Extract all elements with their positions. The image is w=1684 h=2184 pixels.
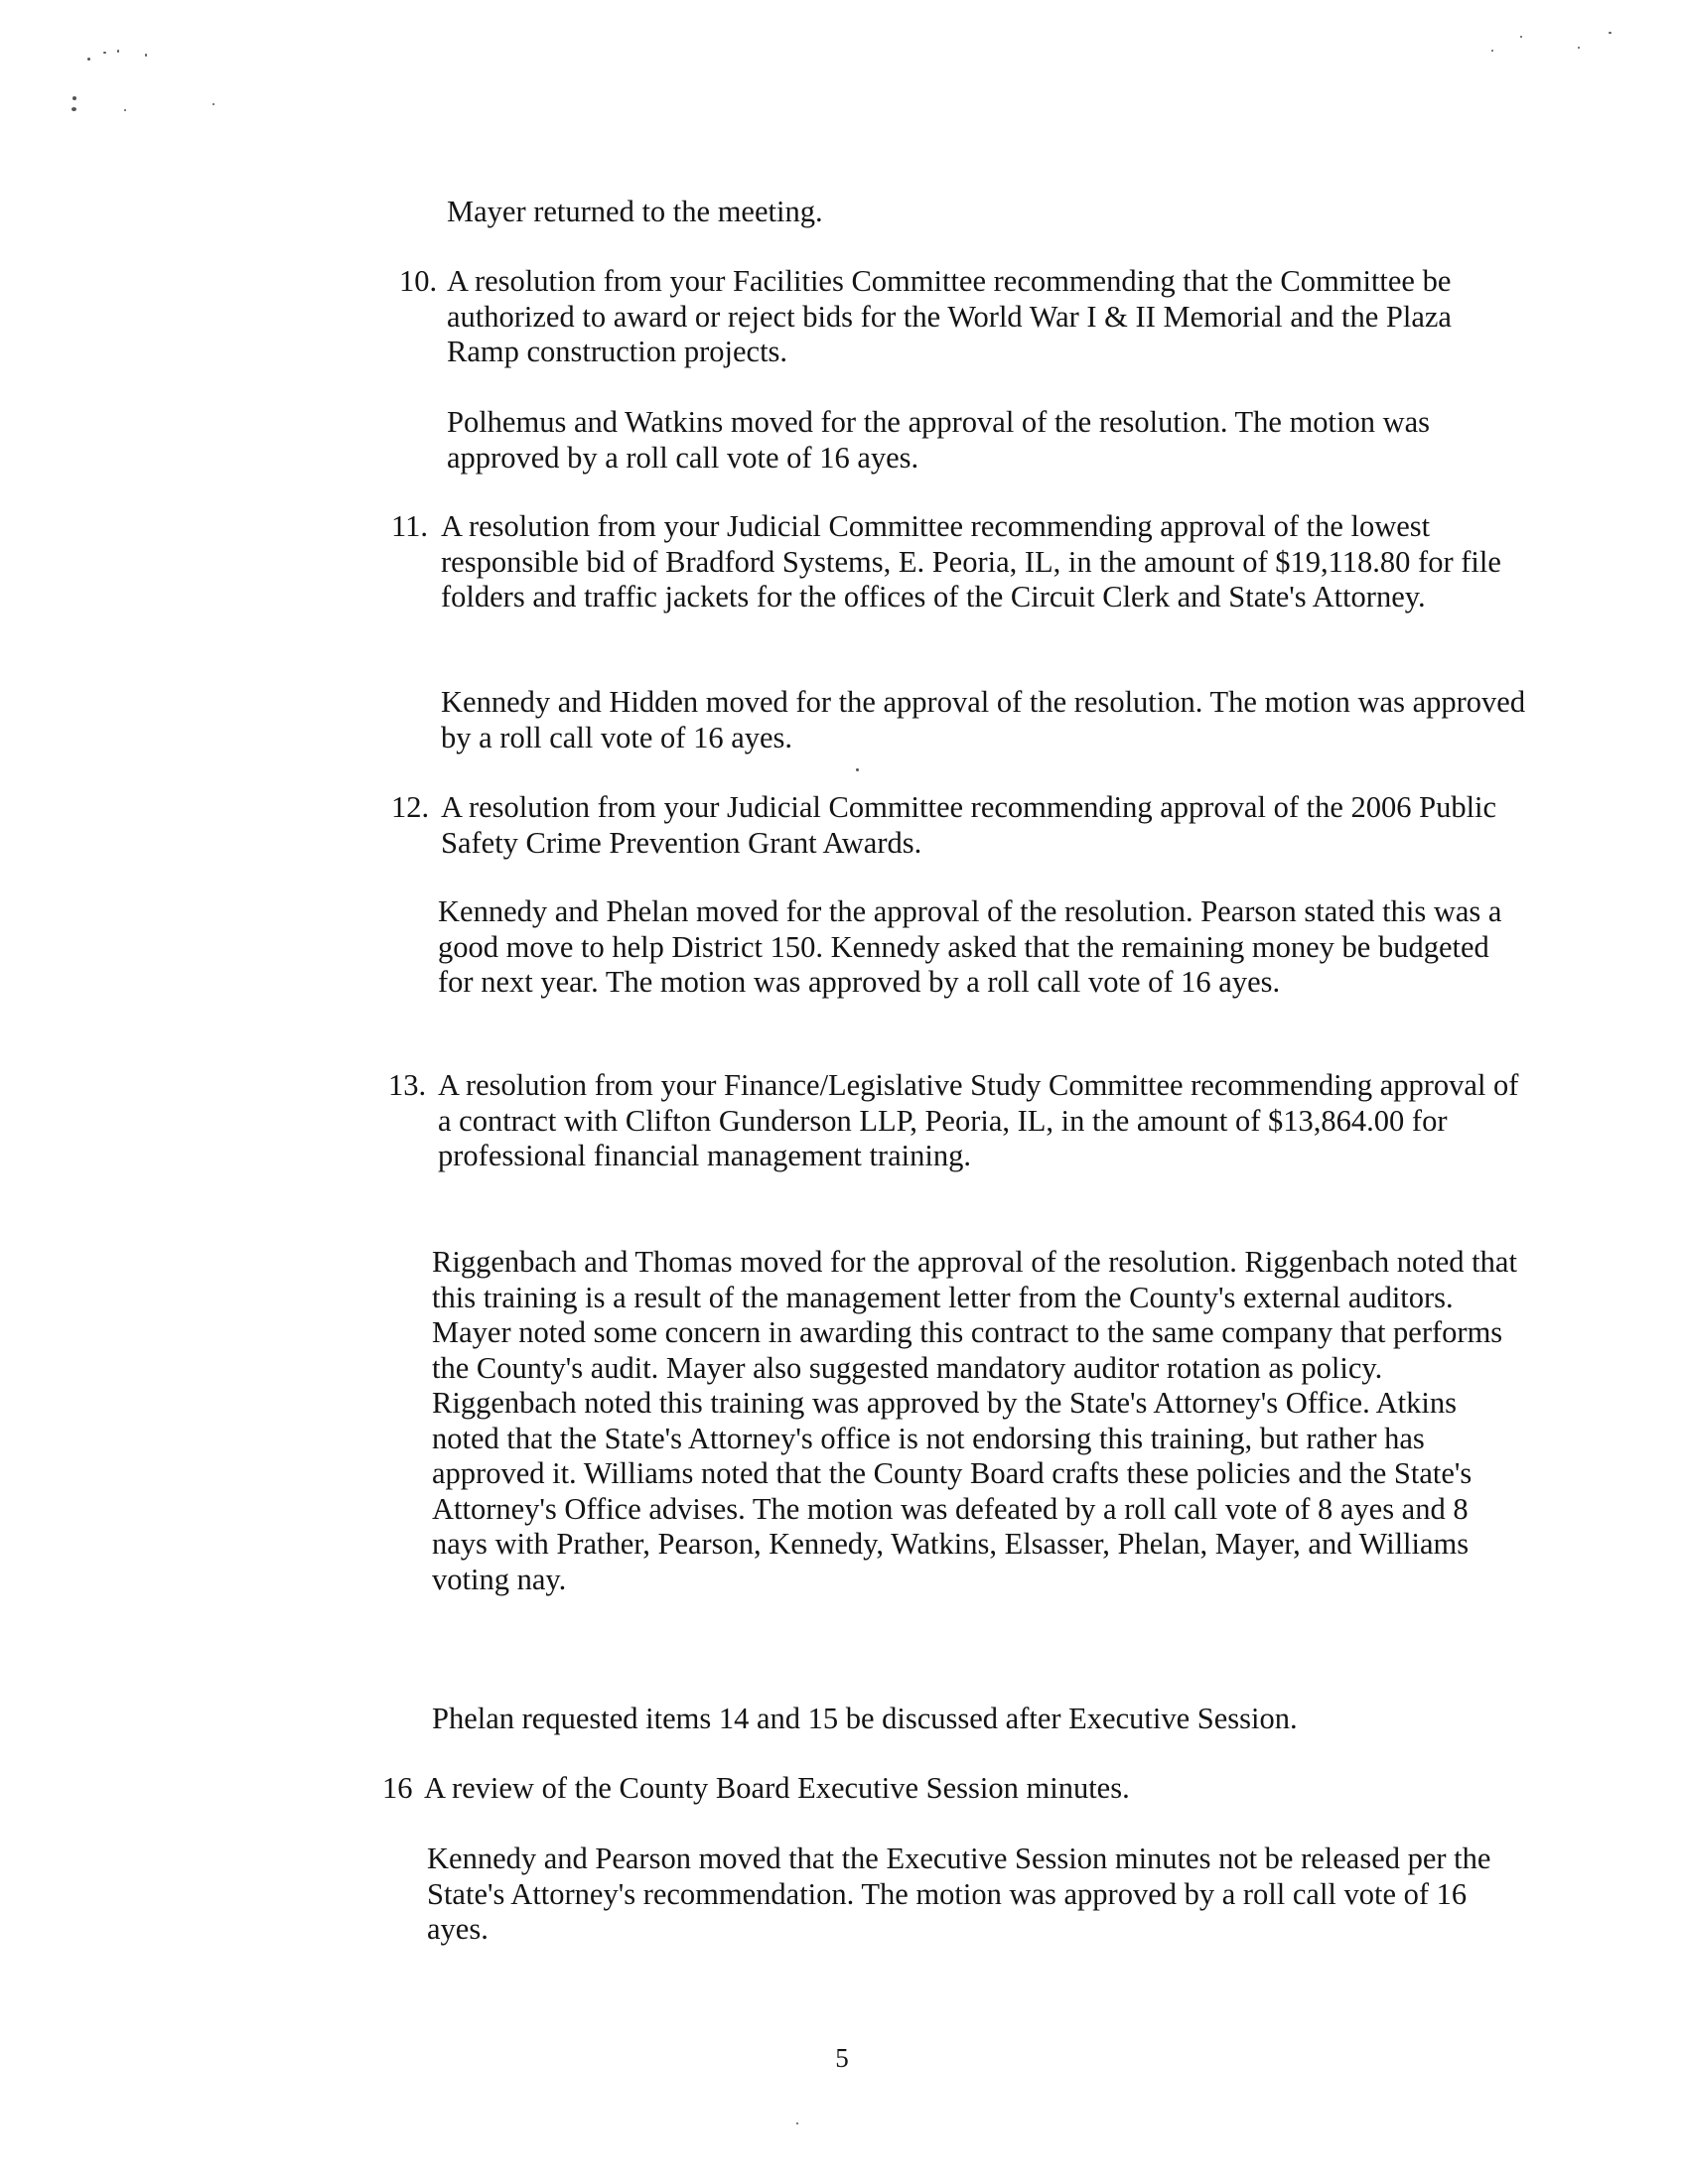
item-number: 12.	[391, 790, 430, 824]
agenda-item-13	[388, 1068, 1530, 1174]
scan-speck	[71, 107, 76, 111]
item-number: 11.	[391, 509, 428, 543]
scan-speck	[145, 54, 147, 57]
scan-speck	[117, 50, 119, 53]
agenda-item-16	[382, 1771, 1534, 1807]
item-text: A resolution from your Judicial Committee recommending approval of the lowest responsible bid of Bradford Systems, E. Peoria, IL, in the amount of $19,118.80 for file folders and traffic jackets for the offices of the Circuit Clerk and State's Attorney.	[441, 509, 1501, 614]
scan-speck	[856, 768, 859, 771]
scan-speck	[124, 109, 126, 111]
page-number: 5	[835, 2043, 849, 2073]
motion-16: Kennedy and Pearson moved that the Executive Session minutes not be released per the State's Attorney's recommendation. The motion was approved by a roll call vote of 16 ayes.	[427, 1842, 1491, 1946]
scan-speck	[103, 52, 106, 54]
item-number: 16	[382, 1771, 413, 1805]
scan-speck	[87, 58, 90, 61]
agenda-item-11	[391, 509, 1533, 615]
item-text: A resolution from your Finance/Legislative Study Committee recommending approval of a contract with Clifton Gunderson LLP, Peoria, IL, in the amount of $13,864.00 for professional financial management training.	[438, 1068, 1519, 1172]
item-text: A review of the County Board Executive Session minutes.	[424, 1771, 1130, 1805]
item-text: A resolution from your Judicial Committee recommending approval of the 2006 Public Safety Crime Prevention Grant Awards.	[441, 790, 1497, 860]
intro-line: Mayer returned to the meeting.	[447, 195, 823, 228]
item-number: 10.	[399, 264, 438, 298]
motion-11: Kennedy and Hidden moved for the approval of the resolution. The motion was approved by a roll call vote of 16 ayes.	[441, 685, 1526, 754]
scan-speck	[796, 2122, 798, 2124]
scan-speck	[1609, 32, 1612, 34]
item-number: 13.	[388, 1068, 427, 1102]
agenda-item-10	[399, 264, 1529, 370]
motion-10: Polhemus and Watkins moved for the approval of the resolution. The motion was approved by a roll call vote of 16 ayes.	[447, 405, 1431, 475]
scan-speck	[1520, 36, 1522, 38]
scan-speck	[1491, 50, 1493, 52]
scan-speck	[72, 96, 76, 100]
motion-12: Kennedy and Phelan moved for the approval of the resolution. Pearson stated this was a good move to help District 150. Kennedy asked that the remaining money be budgeted for next year. The motion was approved by a roll call vote of 16 ayes.	[438, 894, 1502, 999]
item-text: A resolution from your Facilities Committee recommending that the Committee be authorized to award or reject bids for the World War I & II Memorial and the Plaza Ramp construction projects.	[447, 264, 1452, 368]
deferral-note: Phelan requested items 14 and 15 be discussed after Executive Session.	[432, 1702, 1298, 1735]
scan-speck	[212, 103, 214, 105]
scan-speck	[1578, 47, 1580, 49]
agenda-item-12	[391, 790, 1533, 861]
motion-13: Riggenbach and Thomas moved for the approval of the resolution. Riggenbach noted that this training is a result of the management letter from the County's external auditors. Mayer noted some concern in awarding this contract to the same company that performs the County's audit. Mayer also suggested mandatory auditor rotation as policy. Riggenbach noted this training was approved by the State's Attorney's Office. Atkins noted that the State's Attorney's office is not endorsing this training, but rather has approved it. Williams noted that the County Board crafts these policies and the State's Attorney's Office advises. The motion was defeated by a roll call vote of 8 ayes and 8 nays with Prather, Pearson, Kennedy, Watkins, Elsasser, Phelan, Mayer, and Williams voting nay.	[432, 1245, 1517, 1596]
